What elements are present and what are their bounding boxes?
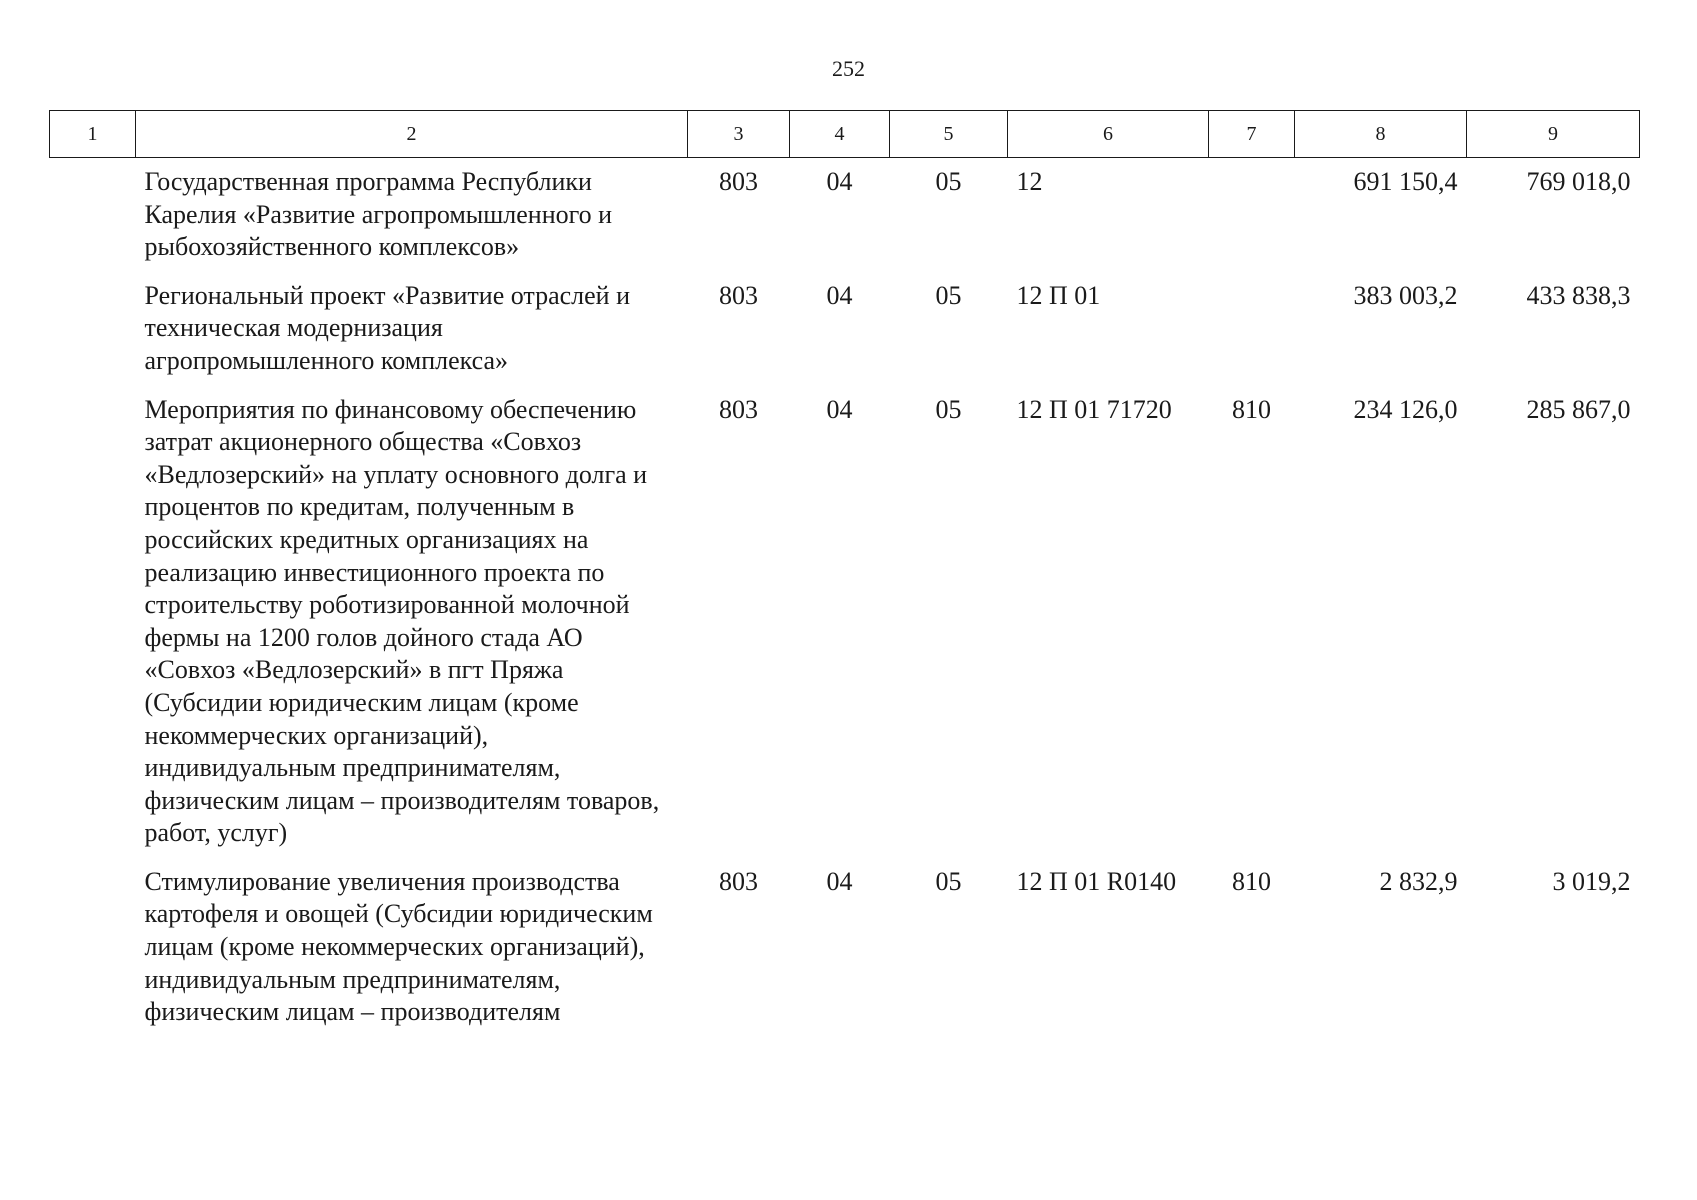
column-header-5: 5	[890, 111, 1008, 158]
cell-col3: 803	[719, 866, 758, 896]
cell-name: Государственная программа Республики Карелия «Развитие агропромышленного и рыбохозяйственного комплексов»	[144, 167, 613, 262]
column-header-2: 2	[136, 111, 688, 158]
cell-col9: 3 019,2	[1552, 866, 1631, 896]
table-row	[50, 280, 1640, 394]
cell-col5: 05	[935, 280, 962, 310]
cell-col8: 2 832,9	[1379, 866, 1458, 896]
column-header-4: 4	[790, 111, 890, 158]
header-row	[50, 111, 1640, 158]
cell-col6: 12 П 01	[1016, 280, 1101, 310]
cell-col3: 803	[719, 280, 758, 310]
cell-col1	[50, 394, 136, 866]
cell-name: Региональный проект «Развитие отраслей и техническая модернизация агропромышленного комплекса»	[144, 280, 631, 375]
cell-col5: 05	[935, 394, 962, 424]
page-number: 252	[832, 56, 865, 81]
cell-col9: 769 018,0	[1526, 167, 1631, 196]
cell-col6: 12 П 01 71720	[1016, 394, 1172, 424]
column-header-8: 8	[1295, 111, 1467, 158]
cell-col3: 803	[719, 394, 758, 424]
cell-col5: 05	[935, 167, 962, 196]
cell-name: Мероприятия по финансовому обеспечению затрат акционерного общества «Совхоз «Ведлозерский» на уплату основного долга и процентов по кредитам, полученным в российских кредитных организациях на реализацию инвестиционного проекта по строительству роботизированной молочной фермы на 1200 голов дойного стада АО «Совхоз «Ведлозерский» в пгт Пряжа (Субсидии юридическим лицам (кроме некоммерческих организаций), индивидуальным предпринимателям, физическим лицам – производителям товаров, работ, услуг)	[144, 394, 660, 848]
cell-col3: 803	[719, 167, 758, 196]
cell-col6: 12	[1016, 167, 1043, 196]
cell-name: Стимулирование увеличения производства картофеля и овощей (Субсидии юридическим лицам (кроме некоммерческих организаций), индивидуальным предпринимателям, физическим лицам – производителям	[144, 866, 653, 1027]
cell-col6: 12 П 01 R0140	[1016, 866, 1177, 896]
table-header	[50, 111, 1640, 158]
cell-col8: 234 126,0	[1353, 394, 1458, 424]
column-header-3: 3	[688, 111, 790, 158]
cell-col9: 433 838,3	[1526, 280, 1631, 310]
cell-col4: 04	[826, 394, 853, 424]
cell-col1	[50, 158, 136, 280]
cell-col8: 691 150,4	[1353, 167, 1458, 196]
table-row	[50, 158, 1640, 280]
table-row	[50, 866, 1640, 1045]
column-header-1: 1	[50, 111, 136, 158]
budget-table	[49, 110, 1640, 1045]
cell-col7: 810	[1232, 866, 1271, 896]
cell-col7	[1209, 158, 1295, 280]
cell-col4: 04	[826, 167, 853, 196]
column-header-6: 6	[1008, 111, 1209, 158]
cell-col4: 04	[826, 866, 853, 896]
cell-col7	[1209, 280, 1295, 394]
cell-col4: 04	[826, 280, 853, 310]
cell-col1	[50, 866, 136, 1045]
table-row	[50, 394, 1640, 866]
cell-col5: 05	[935, 866, 962, 896]
cell-col7: 810	[1232, 394, 1271, 424]
column-header-7: 7	[1209, 111, 1295, 158]
cell-col1	[50, 280, 136, 394]
column-header-9: 9	[1467, 111, 1640, 158]
cell-col9: 285 867,0	[1526, 394, 1631, 424]
cell-col8: 383 003,2	[1353, 280, 1458, 310]
table-body	[50, 158, 1640, 1045]
